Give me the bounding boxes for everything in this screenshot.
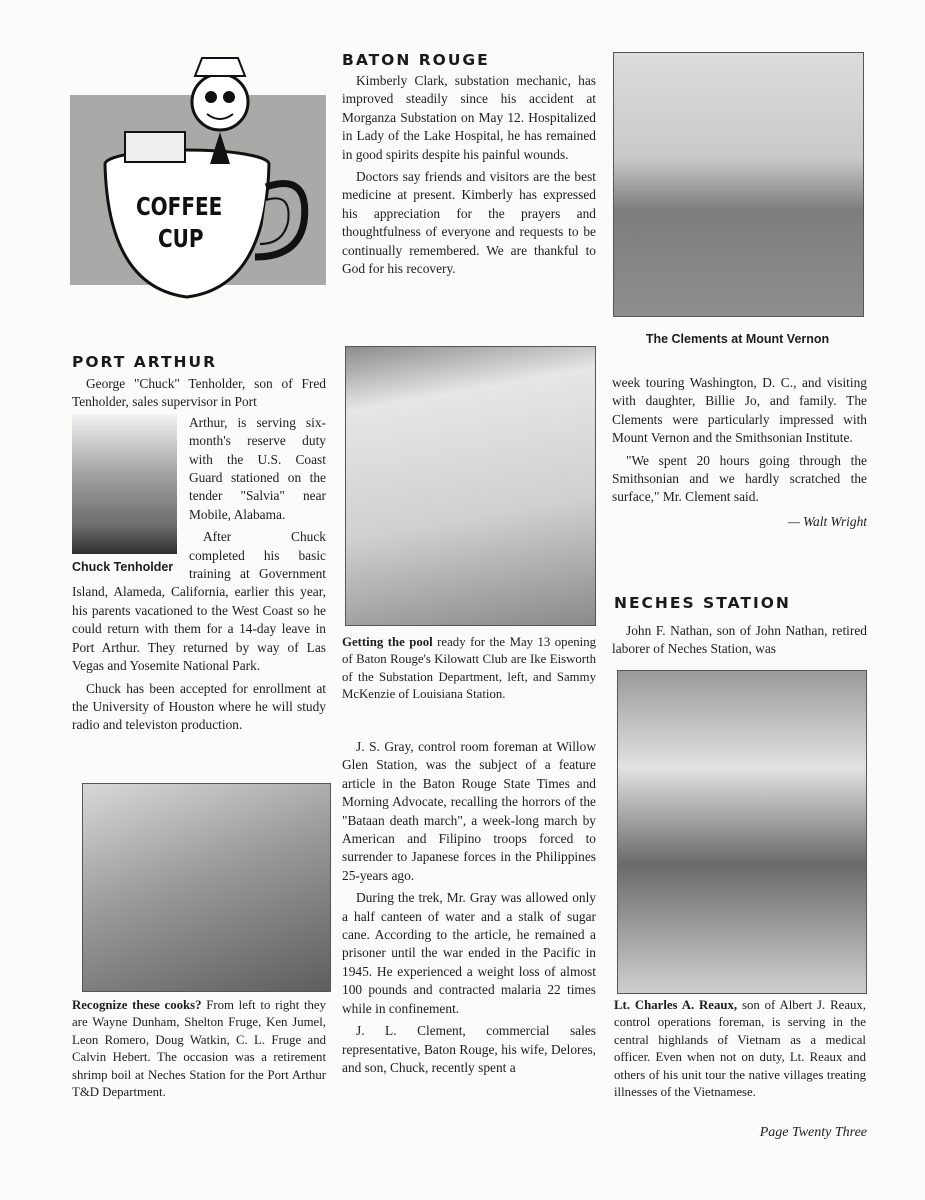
- baton-rouge-para4: During the trek, Mr. Gray was allowed only a half canteen of water and a stalk of sugar cane. According to the article, he remained a prisoner until the war ended in the Pacific in 1945. He experienced a weight loss of almost 100 pounds and contracted malaria 22 times while in confinement.: [342, 890, 596, 1016]
- cooks-caption: [72, 997, 326, 1101]
- port-arthur-para1-top: George "Chuck" Tenholder, son of Fred Tenholder, sales supervisor in Port: [72, 376, 326, 410]
- neches-article: [612, 622, 867, 659]
- reaux-caption: [614, 997, 866, 1101]
- logo-text-coffee: COFFEE: [136, 192, 223, 221]
- baton-rouge-para1: Kimberly Clark, substation mechanic, has improved steadily since his accident at Morganza Substation on May 12. Hospitalized in Lady of the Lake Hospital, he has remained in good spirits despite his painful wounds.: [342, 73, 596, 162]
- pool-caption: [342, 634, 596, 704]
- pool-caption-text: ready for the May 13 opening of Baton Rouge's Kilowatt Club are Ike Eisworth of the Substation Department, left, and Sammy McKenzie of Louisiana Station.: [342, 635, 596, 702]
- port-arthur-para3: Chuck has been accepted for enrollment at the University of Houston where he will study radio and televiston production.: [72, 680, 326, 733]
- reaux-caption-lead: Lt. Charles A. Reaux,: [614, 998, 738, 1012]
- pool-photo: [345, 346, 596, 626]
- charles-reaux-photo: [617, 670, 867, 994]
- neches-para: John F. Nathan, son of John Nathan, retired laborer of Neches Station, was: [612, 623, 867, 657]
- mount-vernon-photo: [613, 52, 864, 317]
- coffee-cup-logo: [70, 52, 326, 302]
- clement-para2: "We spent 20 hours going through the Smithsonian and we hardly scratched the surface," Mr. Clement said.: [612, 452, 867, 505]
- port-arthur-para1-rest: Arthur, is serving six-month's reserve duty with the U.S. Coast Guard stationed on the tender "Salvia" near Mobile, Alabama.: [189, 414, 326, 522]
- mount-vernon-caption: The Clements at Mount Vernon: [645, 332, 830, 346]
- baton-rouge-heading: BATON ROUGE: [342, 51, 490, 69]
- port-arthur-heading: PORT ARTHUR: [72, 353, 218, 371]
- cooks-photo: [82, 783, 331, 992]
- cooks-caption-text: From left to right they are Wayne Dunham, Shelton Fruge, Ken Jumel, Leon Romero, Doug Watkin, C. L. Fruge and Calvin Hebert. The occasion was a retirement shrimp boil at Neches Station for the Port Arthur T&D Department.: [72, 998, 326, 1100]
- chuck-tenholder-caption: Chuck Tenholder: [72, 559, 174, 574]
- cooks-caption-lead: Recognize these cooks?: [72, 998, 202, 1012]
- port-arthur-article: [72, 375, 326, 735]
- port-arthur-para2: After Chuck completed his basic training at Government Island, Alameda, California, earlier this year, his parents vacationed to the West Coast so he could return with them for a 14-day leave in Port Arthur. They returned by way of Las Vegas and Yosemite National Park.: [72, 529, 326, 674]
- reaux-caption-text: son of Albert J. Reaux, control operations foreman, is serving in the central highlands of Vietnam as a medical officer. Even when not on duty, Lt. Reaux and others of his unit tour the native villages treating illnesses of the Vietnamese.: [614, 998, 866, 1100]
- baton-rouge-article-bottom: [342, 738, 596, 1077]
- baton-rouge-article-top: [342, 72, 596, 278]
- chuck-tenholder-photo: [72, 414, 177, 554]
- coffee-cup-illustration: [70, 52, 326, 302]
- neches-station-heading: NECHES STATION: [614, 594, 791, 612]
- baton-rouge-para2: Doctors say friends and visitors are the best medicine at present. Kimberly has expressed his appreciation for the prayers and thoughtfulness of everyone and requests to be continually remembered. We are thankful to God for his recovery.: [342, 169, 596, 277]
- page-number: Page Twenty Three: [759, 1125, 867, 1140]
- baton-rouge-para3: J. S. Gray, control room foreman at Willow Glen Station, was the subject of a feature article in the Baton Rouge State Times and Morning Advocate, recalling the horrors of the "Bataan death march", a week-long march by American and Filipino troops forced to surrender to Japanese forces in the Philippines 25-years ago.: [342, 739, 596, 883]
- baton-rouge-para5: J. L. Clement, commercial sales representative, Baton Rouge, his wife, Delores, and son, Chuck, recently spent a: [342, 1023, 596, 1075]
- logo-text-cup: CUP: [158, 224, 204, 253]
- clement-para1: week touring Washington, D. C., and visiting with daughter, Billie Jo, and family. The Clements were particularly impressed with Mount Vernon and the Smithsonian Institute.: [612, 375, 867, 446]
- pool-caption-lead: Getting the pool: [342, 635, 433, 649]
- author-signature: — Walt Wright: [787, 513, 867, 529]
- clement-article-continued: [612, 374, 867, 531]
